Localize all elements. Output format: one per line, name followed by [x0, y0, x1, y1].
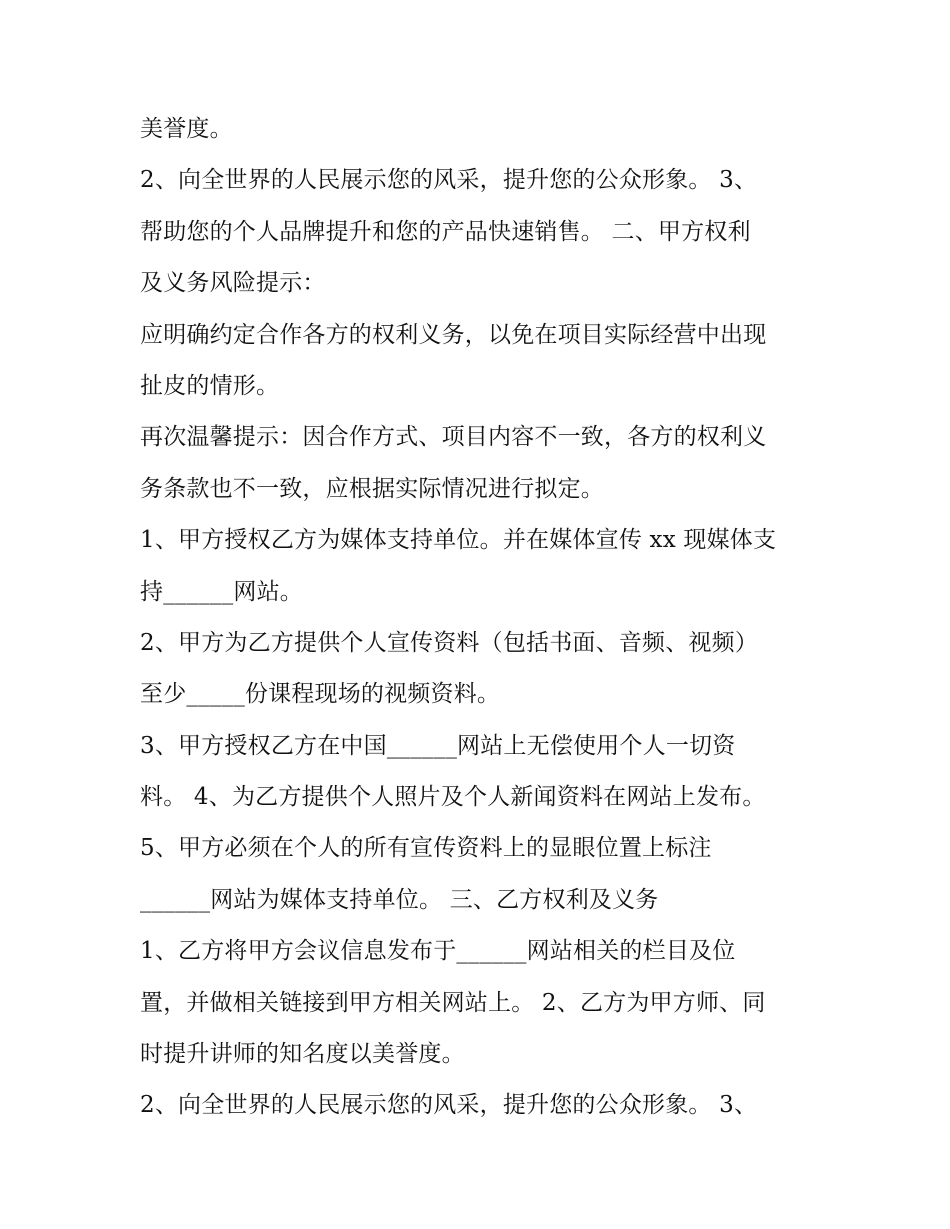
text-line: 5、甲方必须在个人的所有宣传资料上的显眼位置上标注: [140, 835, 712, 862]
text-line: 及义务风险提示：: [140, 270, 326, 297]
text-line: 2、向全世界的人民展示您的风采，提升您的公众形象。 3、: [140, 1092, 758, 1119]
text-line: ______网站为媒体支持单位。 三、乙方权利及义务: [140, 886, 659, 913]
text-line: 置，并做相关链接到甲方相关网站上。 2、乙方为甲方师、同: [140, 989, 766, 1016]
text-line: 持______网站。: [140, 578, 303, 605]
text-line: 至少_____份课程现场的视频资料。: [140, 681, 501, 708]
text-line: 应明确约定合作各方的权利义务，以免在项目实际经营中出现: [140, 321, 767, 348]
text-line: 扯皮的情形。: [140, 372, 280, 399]
text-line: 时提升讲师的知名度以美誉度。: [140, 1041, 465, 1068]
text-line: 2、甲方为乙方提供个人宣传资料（包括书面、音频、视频）: [140, 629, 759, 656]
text-line: 3、甲方授权乙方在中国______网站上无偿使用个人一切资: [140, 732, 736, 759]
text-line: 1、乙方将甲方会议信息发布于______网站相关的栏目及位: [140, 938, 736, 965]
text-line: 务条款也不一致，应根据实际情况进行拟定。: [140, 475, 604, 502]
text-line: 2、向全世界的人民展示您的风采，提升您的公众形象。 3、: [140, 167, 758, 194]
text-line: 1、甲方授权乙方为媒体支持单位。并在媒体宣传 xx 现媒体支: [140, 527, 777, 554]
text-line: 美誉度。: [140, 116, 233, 142]
text-line: 帮助您的个人品牌提升和您的产品快速销售。 二、甲方权利: [140, 218, 751, 245]
document-body: [140, 104, 830, 1132]
text-line: 再次温馨提示：因合作方式、项目内容不一致，各方的权利义: [140, 424, 767, 451]
text-line: 料。 4、为乙方提供个人照片及个人新闻资料在网站上发布。: [140, 784, 766, 811]
